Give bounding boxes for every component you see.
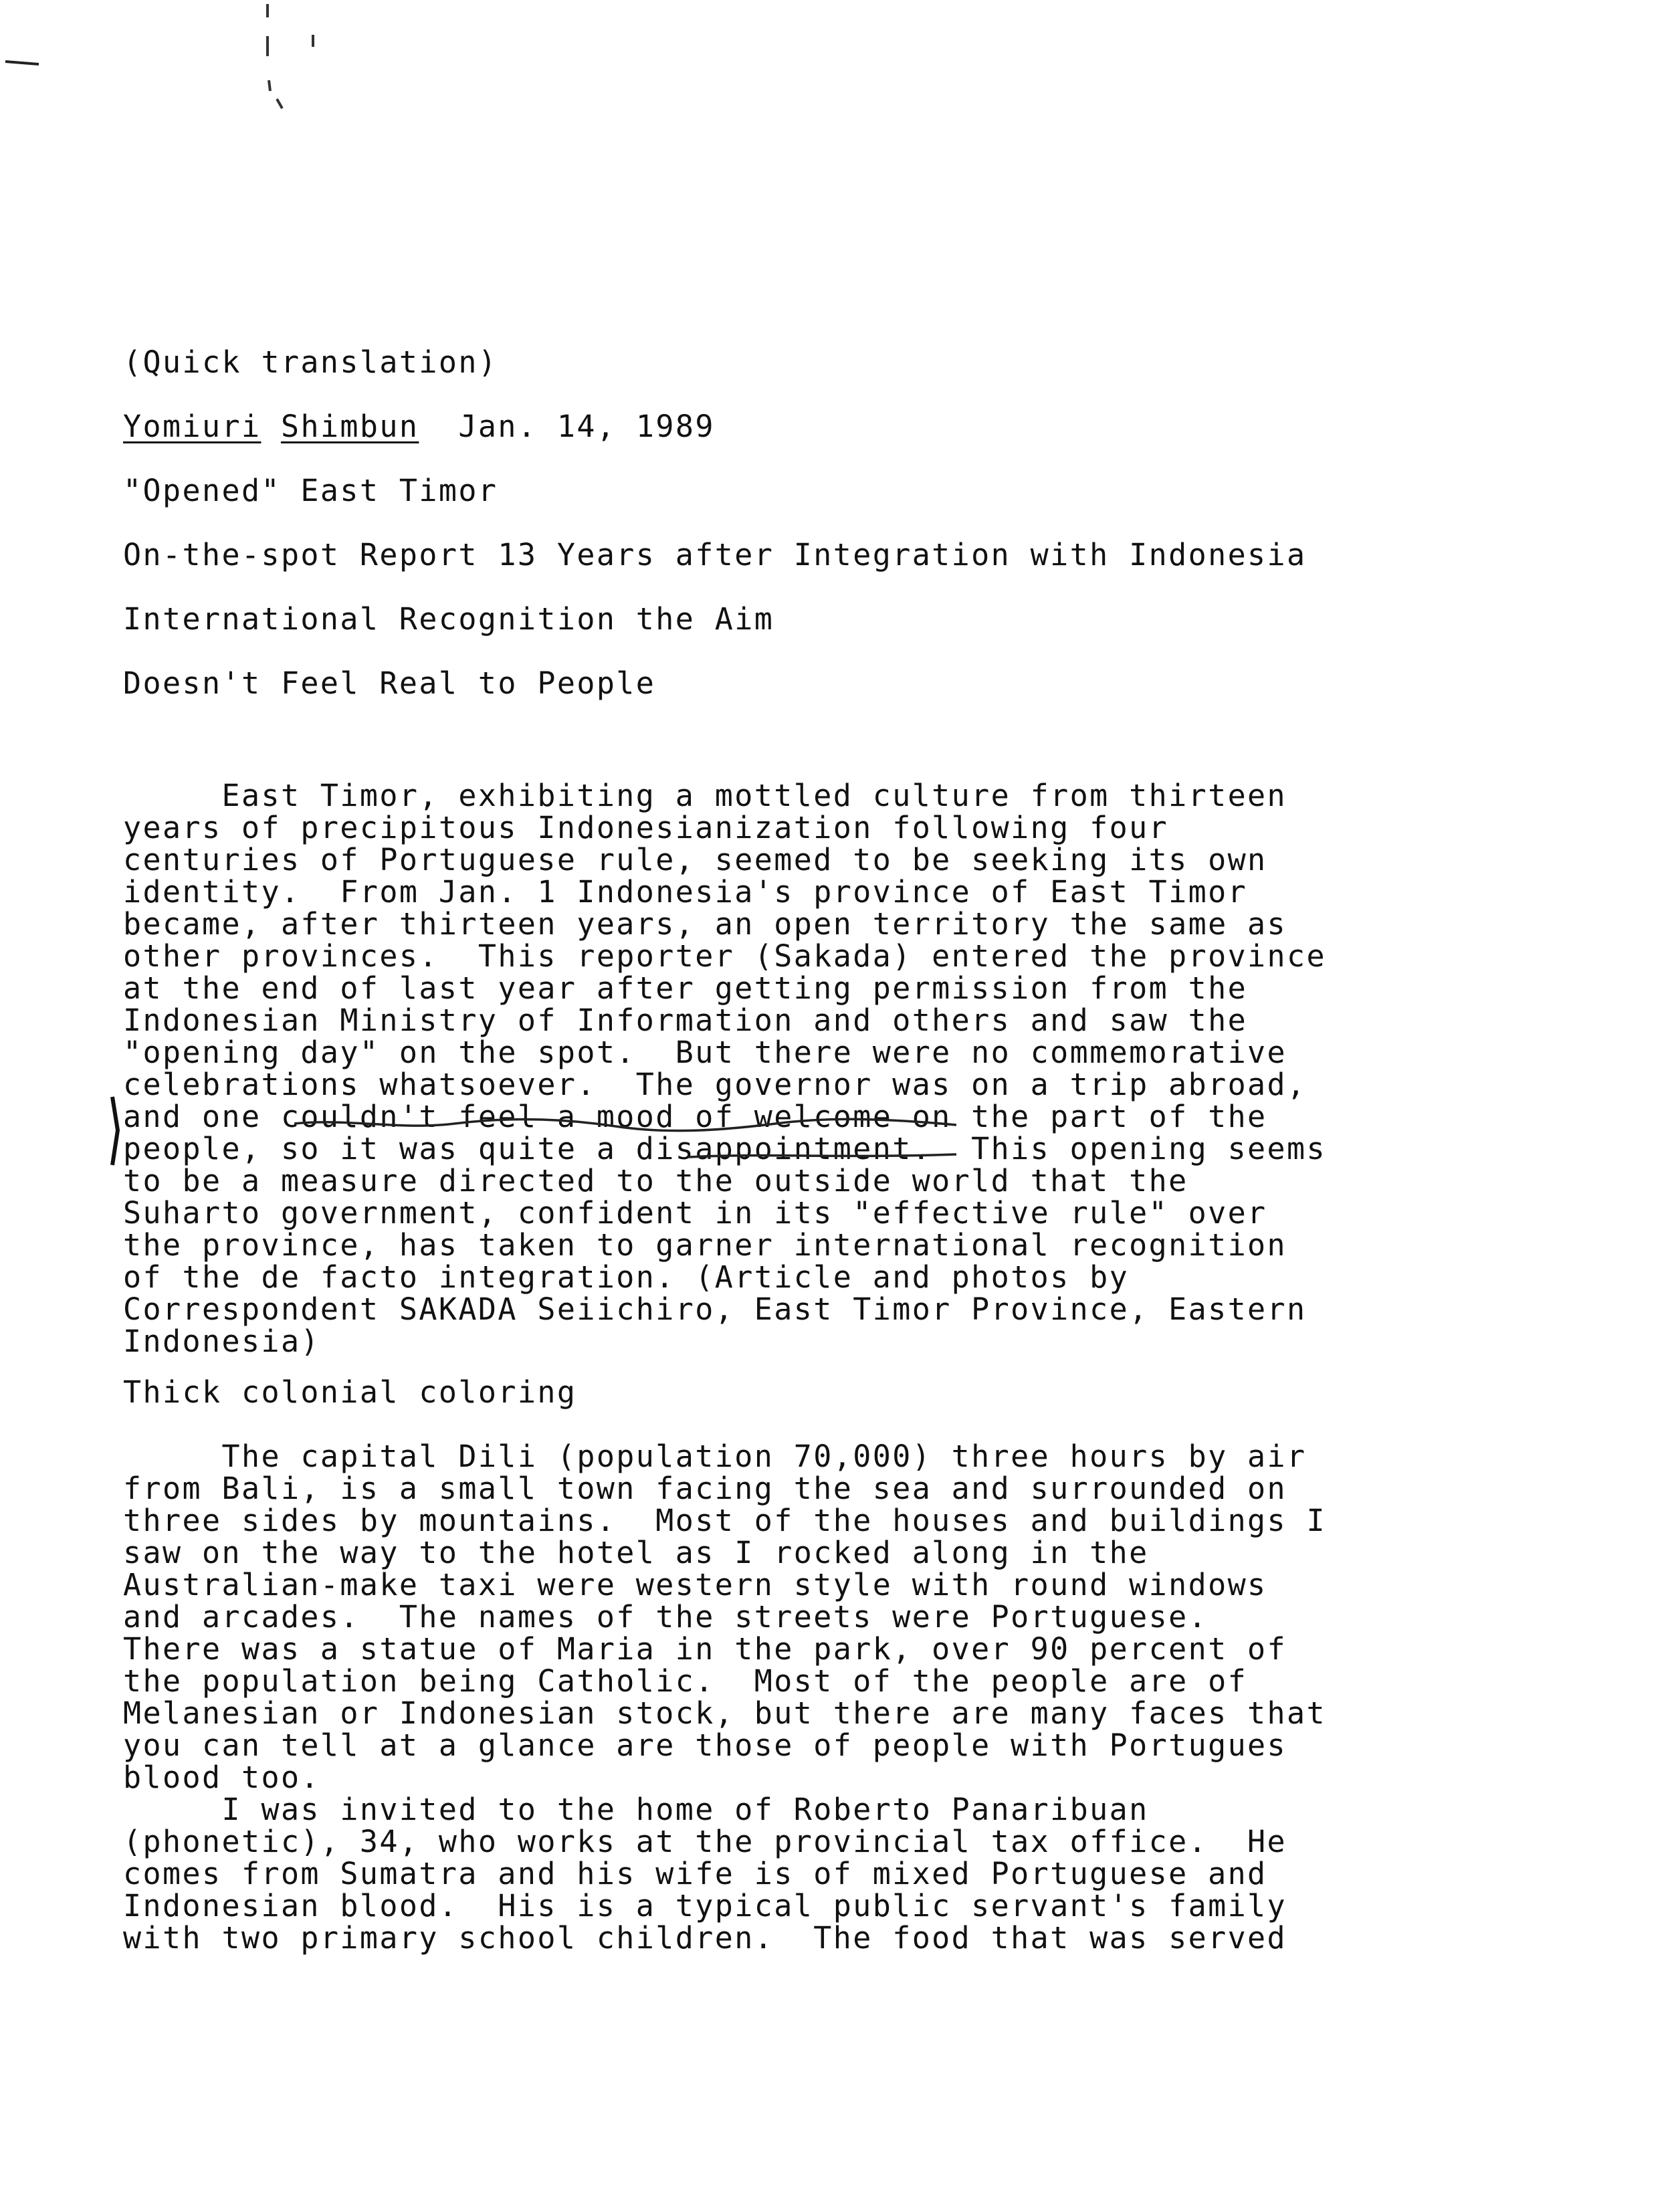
headline-2: On-the-spot Report 13 Years after Integration with Indonesia bbox=[123, 537, 1307, 572]
section-body-line: Indonesian blood. His is a typical public servant's family bbox=[123, 1888, 1287, 1923]
margin-bracket-mark bbox=[112, 1097, 118, 1165]
section-body-line: with two primary school children. The food that was served bbox=[123, 1920, 1287, 1956]
lead-paragraph-line: at the end of last year after getting permission from the bbox=[123, 970, 1248, 1006]
lead-paragraph-line: Correspondent SAKADA Seiichiro, East Timor Province, Eastern bbox=[123, 1291, 1307, 1327]
stray-dash-mark bbox=[5, 62, 39, 64]
lead-paragraph-line: celebrations whatsoever. The governor was on a trip abroad, bbox=[123, 1067, 1307, 1102]
stray-pen-marks bbox=[268, 4, 313, 108]
lead-paragraph-line: became, after thirteen years, an open territory the same as bbox=[123, 906, 1287, 942]
lead-paragraph-line: identity. From Jan. 1 Indonesia's province of East Timor bbox=[123, 874, 1248, 910]
lead-paragraph-line: years of precipitous Indonesianization following four bbox=[123, 810, 1169, 845]
section-body-line: and arcades. The names of the streets were Portuguese. bbox=[123, 1599, 1209, 1635]
lead-paragraph-line: "opening day" on the spot. But there were no commemorative bbox=[123, 1035, 1287, 1070]
lead-paragraph-line: Indonesian Ministry of Information and others and saw the bbox=[123, 1003, 1248, 1038]
section-heading: Thick colonial coloring bbox=[123, 1374, 577, 1410]
section-body-line: Australian-make taxi were western style with round windows bbox=[123, 1567, 1267, 1602]
publication-date: Jan. 14, 1989 bbox=[458, 409, 715, 444]
section-body-line: There was a statue of Maria in the park, over 90 percent of bbox=[123, 1631, 1287, 1667]
lead-paragraph-line: East Timor, exhibiting a mottled culture from thirteen bbox=[123, 778, 1287, 813]
section-body-line: Melanesian or Indonesian stock, but there are many faces that bbox=[123, 1695, 1327, 1731]
section-body-line: saw on the way to the hotel as I rocked along in the bbox=[123, 1535, 1149, 1570]
headline-4: Doesn't Feel Real to People bbox=[123, 665, 656, 701]
section-body-line: three sides by mountains. Most of the houses and buildings I bbox=[123, 1503, 1327, 1538]
lead-paragraph-line: Suharto government, confident in its "effective rule" over bbox=[123, 1195, 1267, 1231]
source-line bbox=[123, 411, 715, 443]
translation-note: (Quick translation) bbox=[123, 344, 498, 380]
section-body-line: I was invited to the home of Roberto Panaribuan bbox=[123, 1792, 1149, 1827]
section-body-line: The capital Dili (population 70,000) three hours by air bbox=[123, 1439, 1307, 1474]
lead-paragraph-line: centuries of Portuguese rule, seemed to be seeking its own bbox=[123, 842, 1267, 877]
newspaper-name-part-1: Yomiuri bbox=[123, 409, 261, 444]
section-body-line: comes from Sumatra and his wife is of mixed Portuguese and bbox=[123, 1856, 1267, 1891]
lead-paragraph-line: of the de facto integration. (Article and photos by bbox=[123, 1259, 1130, 1295]
lead-paragraph-line: and one couldn't feel a mood of welcome on the part of the bbox=[123, 1099, 1267, 1134]
section-body-line: from Bali, is a small town facing the sea and surrounded on bbox=[123, 1471, 1287, 1506]
lead-paragraph-line: other provinces. This reporter (Sakada) entered the province bbox=[123, 938, 1327, 974]
lead-paragraph-line: the province, has taken to garner international recognition bbox=[123, 1227, 1287, 1263]
headline-3: International Recognition the Aim bbox=[123, 601, 774, 637]
lead-paragraph-line: people, so it was quite a disappointment. This opening seems bbox=[123, 1131, 1327, 1166]
lead-paragraph-line: Indonesia) bbox=[123, 1324, 320, 1359]
section-body-line: you can tell at a glance are those of people with Portugues bbox=[123, 1728, 1287, 1763]
section-body-line: the population being Catholic. Most of the people are of bbox=[123, 1663, 1248, 1699]
lead-paragraph-line: to be a measure directed to the outside world that the bbox=[123, 1163, 1188, 1199]
section-body-line: blood too. bbox=[123, 1760, 320, 1795]
headline-1: "Opened" East Timor bbox=[123, 473, 498, 508]
section-body-line: (phonetic), 34, who works at the provincial tax office. He bbox=[123, 1824, 1287, 1859]
newspaper-name-part-2: Shimbun bbox=[280, 409, 419, 444]
